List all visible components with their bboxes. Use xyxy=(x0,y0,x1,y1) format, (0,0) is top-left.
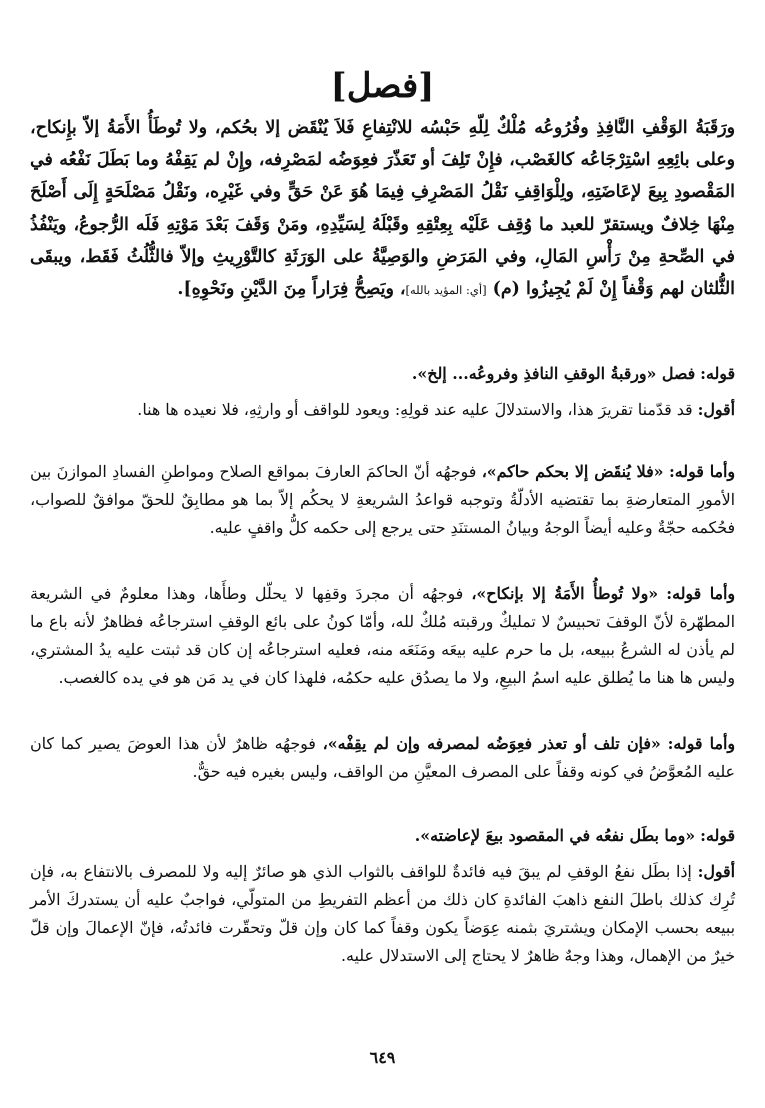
matn-marker: (م) xyxy=(492,279,520,300)
paragraph-lead: وأما قوله: xyxy=(668,462,735,481)
paragraph-lead: أقول: xyxy=(697,400,735,419)
commentary-paragraph xyxy=(30,822,735,850)
section-heading-wrap xyxy=(0,68,765,105)
commentary-paragraph xyxy=(30,730,735,786)
matn-body: ورَقَبَةُ الوَقْفِ النَّافِذِ وفُرُوعُه مُلْكٌ لِلّهِ حَبْسُه للانْتِفاعِ فَلاَ يُنْقَض إلا بحُكم، ولا تُوطَأُ الأَمَةُ إلاّ بإِنكاح، وعلى بائِعِهِ اسْتِرْجَاعُه كالغَصْب، فإِنْ تَلِفَ أو تَعَذّرَ فعِوَضُه لمَصْرِفه، وإِنْ لم يَقِفْهُ وما بَطَلَ نَفْعُه في المَقْصودِ بِيعَ لإعَاضَتِهِ، ولِلْوَاقِفِ نَقْلُ المَصْرِفِ فِيمَا هُوَ عَنْ حَقٍّ وفي غَيْرِه، ونَقْلُ مَصْلَحَةٍ إِلَى أَصْلَحَ مِنْهَا خِلافٌ ويستقرّ للعبد ما وُقِف عَلَيْه بِعِتْقِهِ وقَبْلَهُ لِسَيِّدِهِ، ومَنْ وَقَفَ بَعْدَ مَوْتِهِ فَلَه الرُّجوعُ، ويَنْفُذُ في الصِّحةِ مِنْ رَأْسِ المَالِ، وفي المَرَضِ والوَصِيَّةُ على الوَرَثَةِ كالتَّوْرِيثِ وإلاّ فالثُّلُثُ فَقَط، ويبقَى الثُّلثان لهم وَقْفاً إِنْ لَمْ يُجِيزُوا xyxy=(30,118,735,300)
paragraph-quote: «فإن تلف أو تعذر فعِوَضُه لمصرفه وإن لم يقِفْه»، xyxy=(322,734,661,753)
paragraph-quote: «ولا تُوطأُ الأَمَةُ إلا بإنكاح»، xyxy=(471,584,659,603)
paragraph-body: قد قدّمنا تقريرَ هذا، والاستدلالَ عليه عند قولِهِ: ويعود للواقف أو وارثِهِ، فلا نعيده ها هنا. xyxy=(137,400,693,419)
paragraph-lead: قوله: xyxy=(700,826,735,845)
paragraph-body: فوجهُه ظاهرٌ لأن هذا العوضَ يصير كما كان عليه المُعوَّضُ في كونه وقفاً على المصرف المعيَّنِ من الواقف، وليس بغيره فيه حقٌّ. xyxy=(30,734,735,781)
paragraph-quote: فصل «ورقبةُ الوقفِ النافذِ وفروعُه... إلخ». xyxy=(411,364,696,383)
paragraph-lead: وأما قوله: xyxy=(667,734,735,753)
matn-editor-note: [أي: المؤيد بالله] xyxy=(405,283,487,298)
commentary-paragraph xyxy=(30,396,735,424)
paragraph-body: فوجهُه أن مجردَ وقفِها لا يحلّل وطأَها، وهذا معلومٌ في الشريعة المطهّرة لأنّ الوقفَ تحبيسٌ لا تمليكٌ ورقبته مُلكٌ لله، وأمّا كونُ على بائع الوقفِ استرجاعُه فظاهرٌ لأنه باع ما لم يأذن له الشرعُ ببيعه، بل ما حرم عليه بيعَه ومَنَعَه منه، فعليه استرجاعُه إن كان قد ثبتت عليه يدُ المشتري، وليس ها هنا ما يُطلق عليه اسمُ البيعِ، ولا ما يصدُق عليه حكمُه، فلهذا كان في يد مَن هو في يده كالغصب. xyxy=(30,584,735,687)
commentary-paragraph xyxy=(30,360,735,388)
paragraph-quote: «فلا يُنقَض إلا بحكم حاكم»، xyxy=(481,462,664,481)
commentary-paragraph xyxy=(30,580,735,692)
page-number: ٦٤٩ xyxy=(369,1048,396,1067)
matn-tail: ، ويَصِحُّ فِرَاراً مِنَ الدَّيْنِ ونَحْوِهِ]. xyxy=(177,279,406,300)
paragraph-lead: أقول: xyxy=(697,862,735,881)
matn-text xyxy=(30,112,735,306)
commentary-paragraph xyxy=(30,858,735,970)
commentary-paragraph xyxy=(30,458,735,542)
paragraph-body: فوجهُه أنّ الحاكمَ العارفَ بمواقع الصلاح ومواطنِ الفسادِ الموازنَ بين الأمورِ المتعارضةِ بما تقتضيه الأدلّةُ وتوجبه قواعدُ الشريعةِ لا يحكُم إلاّ بما هو مطابِقٌ للحقّ موافقٌ للصواب، فحُكمه حجّةٌ وعليه أيضاً الوجهُ وبيانُ المستنَدِ حتى يرجع إلى حكمه كلُّ واقفٍ عليه. xyxy=(30,462,735,537)
paragraph-body: إذا بطَل نفعُ الوقفِ لم يبقَ فيه فائدةٌ للواقف بالثواب الذي هو صائرٌ إليه ولا للمصرف بالانتفاع به، فإن تُرِك كذلك باطلَ النفع ذاهبَ الفائدةِ كان ذلك من أعظم التفريطِ من المتولّي، فواجبٌ عليه أن يستدركَ الأمر ببيعه بحسب الإمكان ويشتريَ بثمنه عِوَضاً يكون وقفاً كما كان وإن قلّ وتحقّرت فائدتُه، فإنّ الإعمالَ وإن قلّ خيرٌ من الإهمال، وهذا وجهٌ ظاهرٌ لا يحتاج إلى الاستدلال عليه. xyxy=(30,862,735,965)
paragraph-lead: قوله: xyxy=(700,364,735,383)
paragraph-lead: وأما قوله: xyxy=(666,584,736,603)
section-heading: [فصل] xyxy=(330,66,435,106)
paragraph-quote: «وما بطَل نفعُه في المقصود بيعَ لإعاضته». xyxy=(414,826,696,845)
